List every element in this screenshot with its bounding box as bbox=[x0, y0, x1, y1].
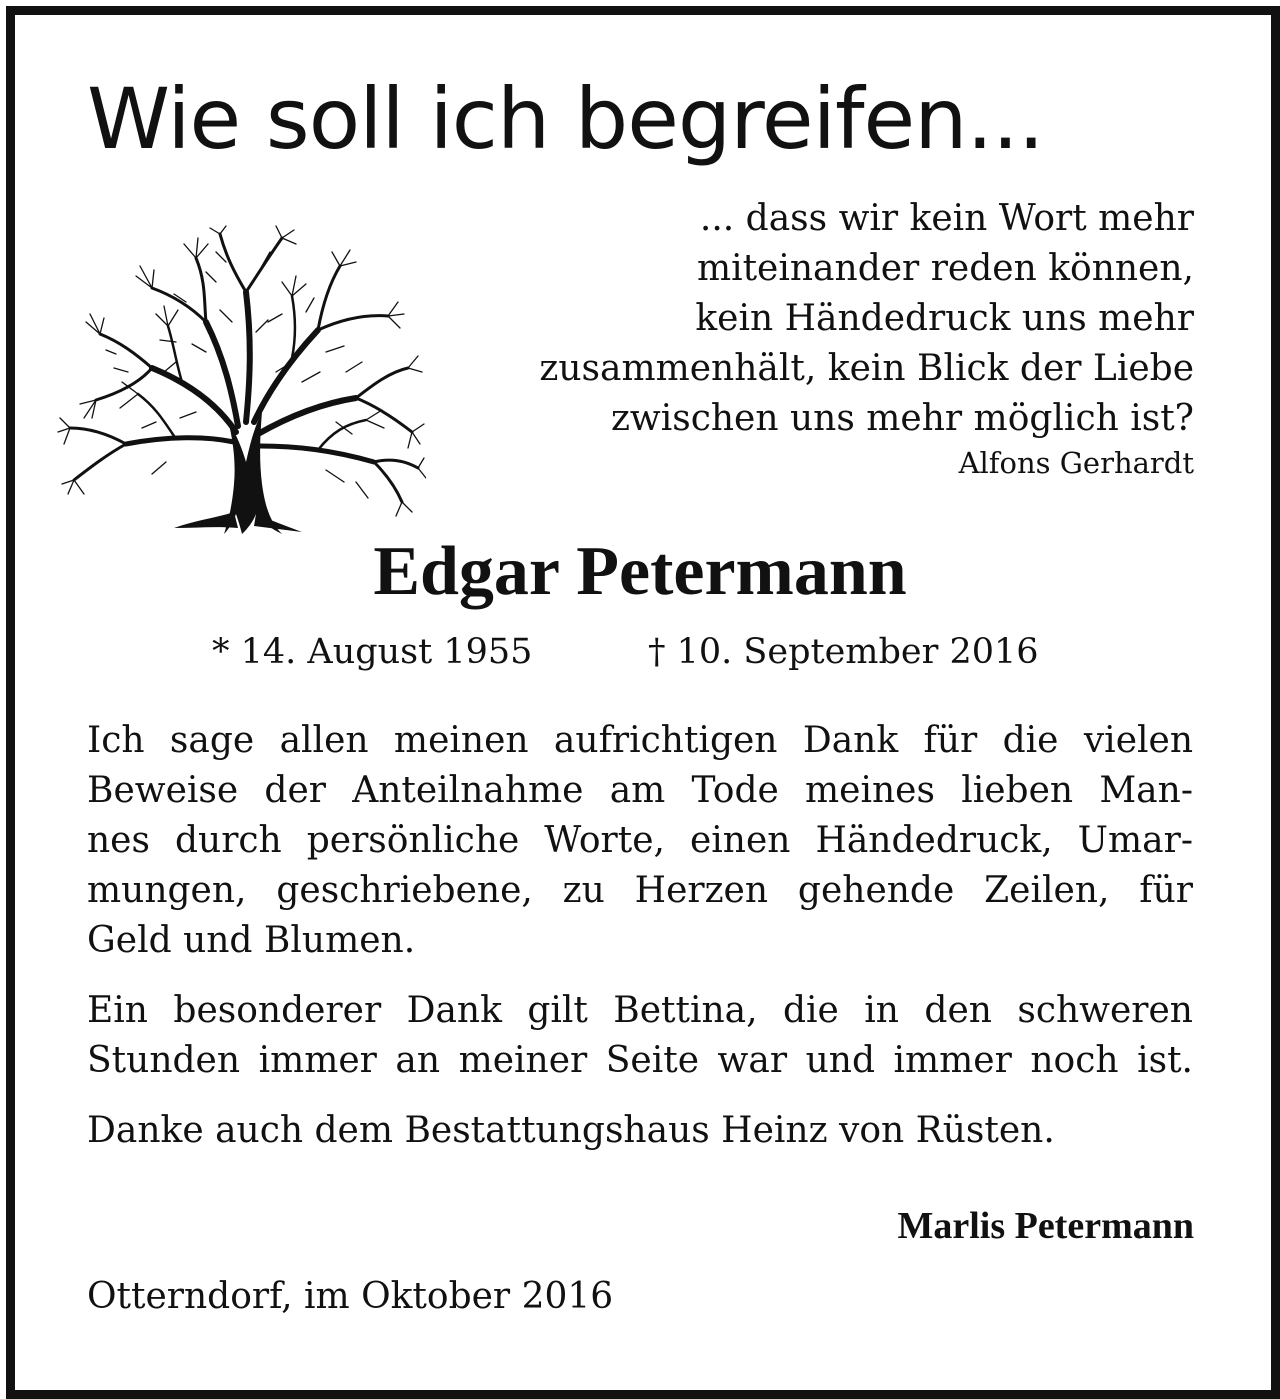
paragraph-line: Geld und Blumen. bbox=[87, 920, 416, 961]
quote-author: Alfons Gerhardt bbox=[958, 446, 1194, 480]
paragraph-line: Stunden immer an meiner Seite war und immer noch ist. bbox=[87, 1040, 1193, 1081]
paragraph-line: nes durch persönliche Worte, einen Händedruck, Umar- bbox=[87, 820, 1193, 861]
quote-line: zwischen uns mehr möglich ist? bbox=[610, 398, 1194, 439]
tree-icon bbox=[56, 222, 426, 534]
paragraph-line: Beweise der Anteilnahme am Tode meines lieben Man- bbox=[87, 770, 1193, 811]
thanks-paragraph bbox=[87, 716, 1193, 966]
special-thanks-paragraph bbox=[87, 986, 1193, 1086]
quote-line: ... dass wir kein Wort mehr bbox=[699, 198, 1194, 239]
quote-line: miteinander reden können, bbox=[696, 248, 1194, 289]
deceased-name: Edgar Petermann bbox=[373, 533, 907, 610]
birth-date: * 14. August 1955 bbox=[212, 632, 533, 672]
signature: Marlis Petermann bbox=[897, 1205, 1194, 1247]
quote bbox=[394, 194, 1194, 444]
place-date: Otterndorf, im Oktober 2016 bbox=[87, 1276, 614, 1317]
quote-line: zusammenhält, kein Blick der Liebe bbox=[539, 348, 1194, 389]
paragraph-line: Danke auch dem Bestattungshaus Heinz von Rüsten. bbox=[87, 1110, 1055, 1151]
paragraph-line: mungen, geschriebene, zu Herzen gehende Zeilen, für bbox=[87, 870, 1193, 911]
paragraph-line: Ein besonderer Dank gilt Bettina, die in den schweren bbox=[87, 990, 1193, 1031]
quote-line: kein Händedruck uns mehr bbox=[695, 298, 1194, 339]
headline: Wie soll ich begreifen... bbox=[87, 70, 1044, 168]
funeral-home-paragraph bbox=[87, 1106, 1193, 1156]
paragraph-line: Ich sage allen meinen aufrichtigen Dank für die vielen bbox=[87, 720, 1193, 761]
death-date: † 10. September 2016 bbox=[648, 632, 1039, 672]
